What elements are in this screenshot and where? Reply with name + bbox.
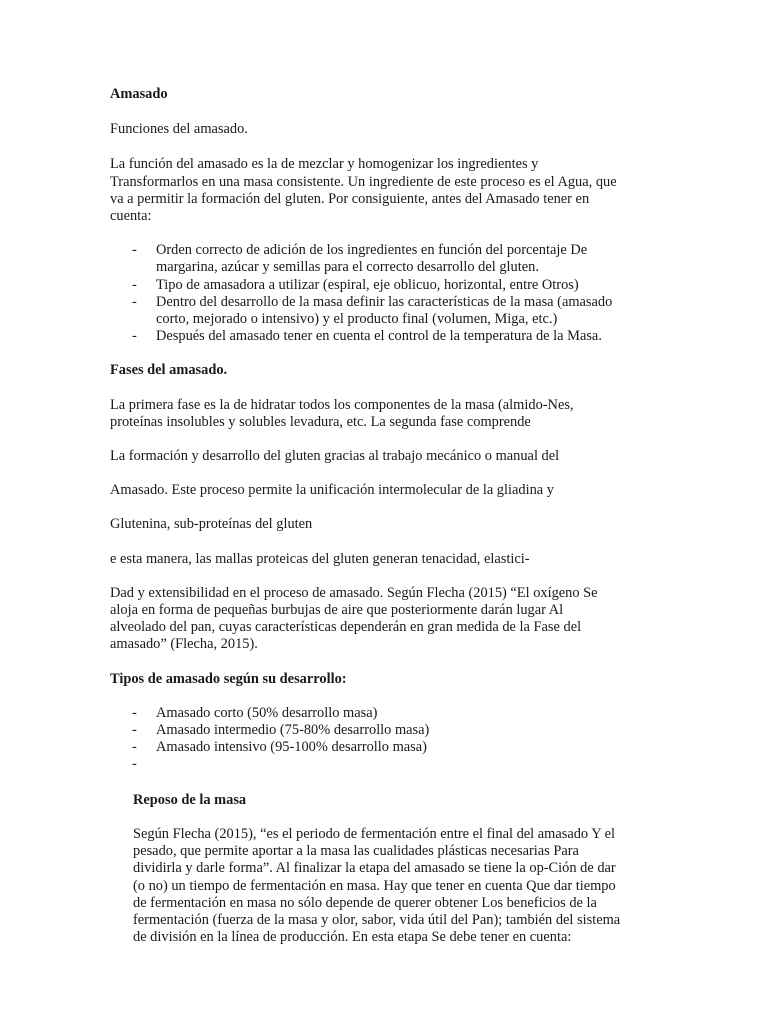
paragraph-line: pesado, que permite aportar a la masa las cualidades plásticas necesarias Para [133, 843, 579, 860]
paragraph-line: (o no) un tiempo de fermentación en masa. Hay que tener en cuenta Que dar tiempo [133, 877, 616, 894]
list-item [110, 739, 640, 756]
document-page [110, 86, 640, 946]
list-item [110, 242, 640, 276]
document-title: Amasado [110, 86, 168, 102]
list-item-text: Amasado corto (50% desarrollo masa) [156, 704, 378, 721]
paragraph-line: proteínas insolubles y solubles levadura, etc. La segunda fase comprende [110, 413, 531, 430]
list-item-text: Tipo de amasadora a utilizar (espiral, eje oblicuo, horizontal, entre Otros) [156, 276, 579, 293]
paragraph-line: dividirla y darle forma”. Al finalizar la etapa del amasado se tiene la op-Ción de dar [133, 860, 616, 877]
phases-paragraph: La formación y desarrollo del gluten gracias al trabajo mecánico o manual del [110, 448, 560, 465]
paragraph-line: Según Flecha (2015), “es el periodo de fermentación entre el final del amasado Y el [133, 825, 616, 842]
list-item [110, 277, 640, 294]
list-item [110, 328, 640, 345]
paragraph-line: fermentación (fuerza de la masa y olor, sabor, vida útil del Pan); también del sistema [133, 911, 621, 928]
list-item [110, 294, 640, 328]
phases-paragraph [110, 585, 640, 654]
phases-paragraph [110, 397, 640, 431]
intro-line: cuenta: [110, 208, 152, 225]
bullet-dash: - [132, 276, 137, 293]
paragraph-line: alveolado del pan, cuyas características dependerán en gran medida de la Fase del [110, 619, 582, 636]
paragraph-line: Dad y extensibilidad en el proceso de amasado. Según Flecha (2015) “El oxígeno Se [110, 584, 598, 601]
paragraph-line: aloja en forma de pequeñas burbujas de aire que posteriormente darán lugar Al [110, 602, 564, 619]
intro-paragraph [110, 156, 640, 225]
list-item-text: margarina, azúcar y semillas para el correcto desarrollo del gluten. [156, 259, 539, 276]
rest-paragraph [133, 826, 640, 946]
bullet-dash: - [132, 756, 137, 773]
intro-line: va a permitir la formación del gluten. Por consiguiente, antes del Amasado tener en [110, 190, 590, 207]
paragraph-line: de división en la línea de producción. En esta etapa Se debe tener en cuenta: [133, 929, 572, 946]
paragraph-line: de fermentación en masa no sólo depende de querer obtener Los beneficios de la [133, 894, 597, 911]
bullet-dash: - [132, 739, 137, 756]
list-item-text: Amasado intensivo (95-100% desarrollo masa) [156, 739, 427, 756]
considerations-list [110, 242, 640, 345]
paragraph-line: amasado” (Flecha, 2015). [110, 636, 258, 653]
phases-paragraph: Glutenina, sub-proteínas del gluten [110, 516, 313, 533]
types-list [110, 705, 640, 774]
rest-heading: Reposo de la masa [133, 791, 247, 808]
types-heading: Tipos de amasado según su desarrollo: [110, 670, 347, 687]
functions-heading: Funciones del amasado. [110, 121, 248, 138]
intro-line: La función del amasado es la de mezclar y homogenizar los ingredientes y [110, 156, 539, 173]
list-item [110, 722, 640, 739]
list-item-text: Después del amasado tener en cuenta el control de la temperatura de la Masa. [156, 328, 602, 345]
list-item-text: Amasado intermedio (75-80% desarrollo masa) [156, 722, 430, 739]
list-item-text: corto, mejorado o intensivo) y el producto final (volumen, Miga, etc.) [156, 311, 558, 328]
paragraph-line: La primera fase es la de hidratar todos los componentes de la masa (almido-Nes, [110, 396, 574, 413]
list-item-text: Dentro del desarrollo de la masa definir las características de la masa (amasado [156, 293, 613, 310]
intro-line: Transformarlos en una masa consistente. Un ingrediente de este proceso es el Agua, que [110, 173, 617, 190]
bullet-dash: - [132, 704, 137, 721]
bullet-dash: - [132, 242, 137, 259]
bullet-dash: - [132, 722, 137, 739]
phases-paragraph: Amasado. Este proceso permite la unificación intermolecular de la gliadina y [110, 482, 554, 499]
bullet-dash: - [132, 328, 137, 345]
list-item-text [156, 756, 640, 773]
list-item [110, 705, 640, 722]
list-item-text: Orden correcto de adición de los ingredientes en función del porcentaje De [156, 242, 588, 259]
bullet-dash: - [132, 293, 137, 310]
list-item [110, 756, 640, 773]
phases-paragraph: e esta manera, las mallas proteicas del gluten generan tenacidad, elastici- [110, 550, 530, 567]
phases-heading: Fases del amasado. [110, 362, 228, 379]
